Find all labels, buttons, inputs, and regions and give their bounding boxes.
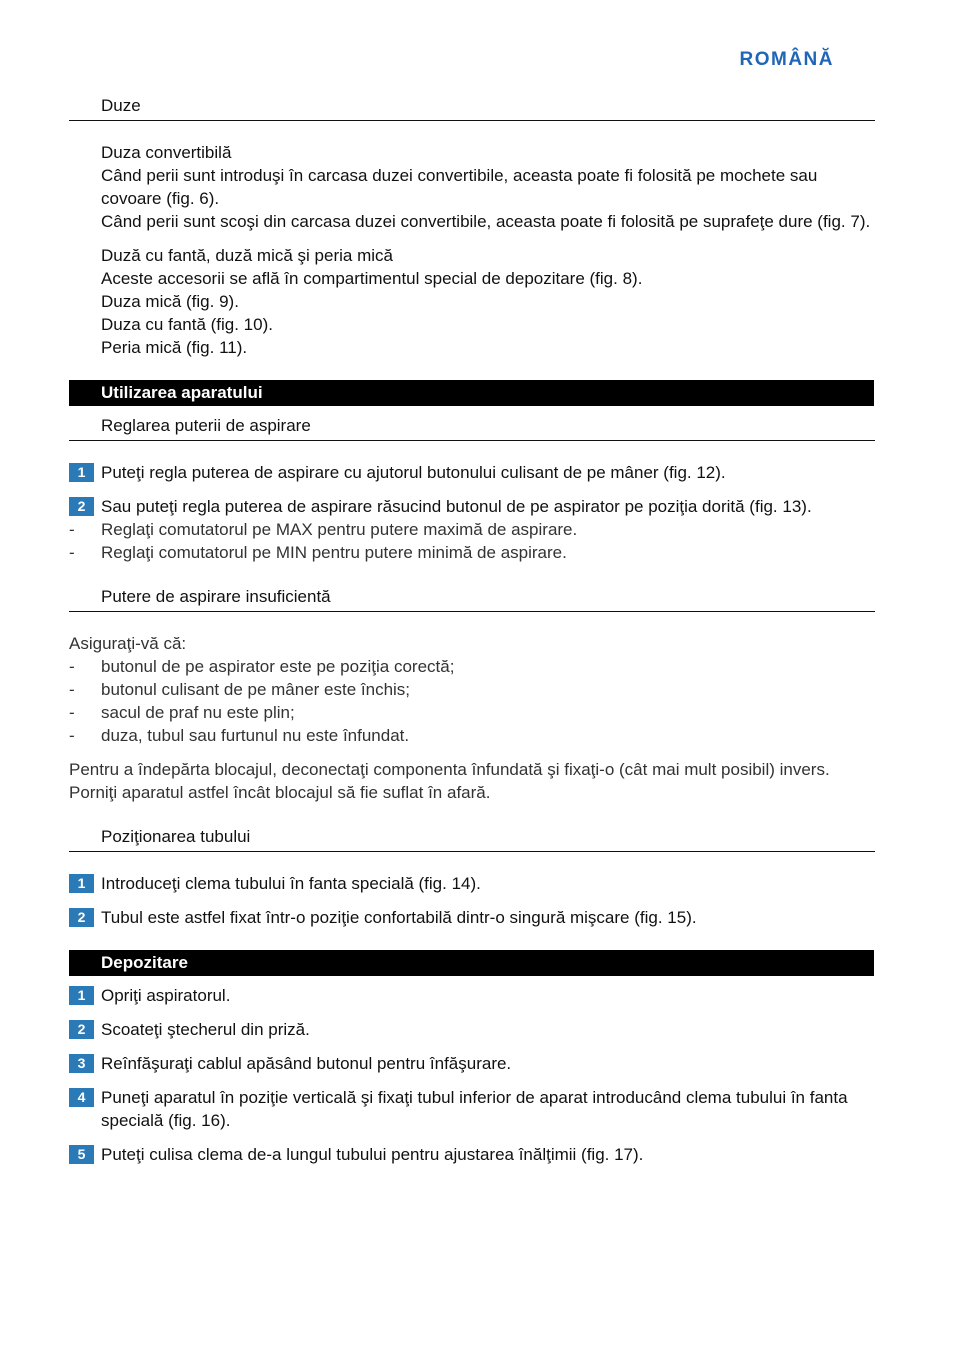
step-number-badge: 5 (69, 1145, 94, 1164)
subsection-insufficient-title: Putere de aspirare insuficientă (69, 585, 875, 612)
section-nozzles-title: Duze (69, 94, 875, 121)
step-item (69, 461, 875, 484)
step-text: Puteţi culisa clema de-a lungul tubului pentru ajustarea înălţimii (fig. 17). (101, 1145, 644, 1164)
step-text: Introduceţi clema tubului în fanta specială (fig. 14). (101, 874, 481, 893)
bullet-item: - butonul culisant de pe mâner este închis; (69, 680, 411, 699)
step-text: Reînfăşuraţi cablul apăsând butonul pentru înfăşurare. (101, 1054, 512, 1073)
section-usage-bar: Utilizarea aparatului (69, 380, 874, 406)
step-text: Tubul este astfel fixat într-o poziţie confortabilă dintr-o singură mişcare (fig. 15). (101, 908, 697, 927)
convertible-heading: Duza convertibilă (101, 143, 232, 162)
step-text: Scoateţi ştecherul din priză. (101, 1020, 310, 1039)
accessories-heading: Duză cu fantă, duză mică şi peria mică (101, 246, 393, 265)
step-number-badge: 2 (69, 1020, 94, 1039)
step-item (69, 984, 875, 1007)
step-item (69, 1086, 875, 1132)
bullet-item: - duza, tubul sau furtunul nu este înfundat. (69, 726, 410, 745)
step-item (69, 1018, 875, 1041)
accessories-line: Aceste accesorii se află în compartimentul special de depozitare (fig. 8). (101, 269, 643, 288)
section-storage-bar: Depozitare (69, 950, 874, 976)
step-text: Puneţi aparatul în poziţie verticală şi fixaţi tubul inferior de aparat introducând clema tubului în fanta specială (fig. 16). (101, 1088, 848, 1130)
bullet-text: Reglaţi comutatorul pe MAX pentru putere maximă de aspirare. (101, 520, 578, 539)
step-item (69, 906, 875, 929)
convertible-line-2: Când perii sunt scoşi din carcasa duzei convertibile, aceasta poate fi folosită pe suprafeţe dure (fig. 7). (101, 212, 871, 231)
insufficient-intro: Asiguraţi-vă că: (69, 634, 187, 653)
step-number-badge: 2 (69, 497, 94, 516)
step-number-badge: 3 (69, 1054, 94, 1073)
bullet-item: - Reglaţi comutatorul pe MAX pentru putere maximă de aspirare. (69, 520, 578, 539)
accessories-line: Duza mică (fig. 9). (101, 292, 239, 311)
insufficient-note: Pentru a îndepărta blocajul, deconectaţi componenta înfundată şi fixaţi-o (cât mai mult posibil) invers. Porniţi aparatul astfel încât blocajul să fie suflat în afară. (69, 760, 830, 802)
bullet-item: - sacul de praf nu este plin; (69, 703, 295, 722)
step-item (69, 495, 875, 518)
step-number-badge: 1 (69, 874, 94, 893)
convertible-nozzle-block (69, 141, 875, 233)
bullet-item: - butonul de pe aspirator este pe poziţia corectă; (69, 657, 455, 676)
bullet-text: sacul de praf nu este plin; (101, 703, 295, 722)
accessories-line: Duza cu fantă (fig. 10). (101, 315, 273, 334)
accessories-block (69, 244, 875, 359)
subsection-power-title: Reglarea puterii de aspirare (69, 414, 875, 441)
step-number-badge: 2 (69, 908, 94, 927)
bullet-item: - Reglaţi comutatorul pe MIN pentru putere minimă de aspirare. (69, 543, 567, 562)
step-number-badge: 1 (69, 463, 94, 482)
convertible-line-1: Când perii sunt introduşi în carcasa duzei convertibile, aceasta poate fi folosită pe mochete sau covoare (fig. 6). (101, 166, 818, 208)
step-item (69, 1143, 875, 1166)
bullet-text: Reglaţi comutatorul pe MIN pentru putere minimă de aspirare. (101, 543, 567, 562)
language-label: ROMÂNĂ (739, 49, 834, 70)
bullet-text: butonul de pe aspirator este pe poziţia corectă; (101, 657, 455, 676)
step-number-badge: 1 (69, 986, 94, 1005)
step-text: Puteţi regla puterea de aspirare cu ajutorul butonului culisant de pe mâner (fig. 12). (101, 463, 726, 482)
bullet-text: butonul culisant de pe mâner este închis; (101, 680, 411, 699)
step-text: Sau puteţi regla puterea de aspirare răsucind butonul de pe aspirator pe poziţia dorită (fig. 13). (101, 497, 812, 516)
step-number-badge: 4 (69, 1088, 94, 1107)
step-item (69, 1052, 875, 1075)
bullet-text: duza, tubul sau furtunul nu este înfundat. (101, 726, 410, 745)
subsection-tube-title: Poziţionarea tubului (69, 825, 875, 852)
page-content (69, 94, 875, 1177)
step-item (69, 872, 875, 895)
accessories-line: Peria mică (fig. 11). (101, 338, 248, 357)
step-text: Opriţi aspiratorul. (101, 986, 231, 1005)
